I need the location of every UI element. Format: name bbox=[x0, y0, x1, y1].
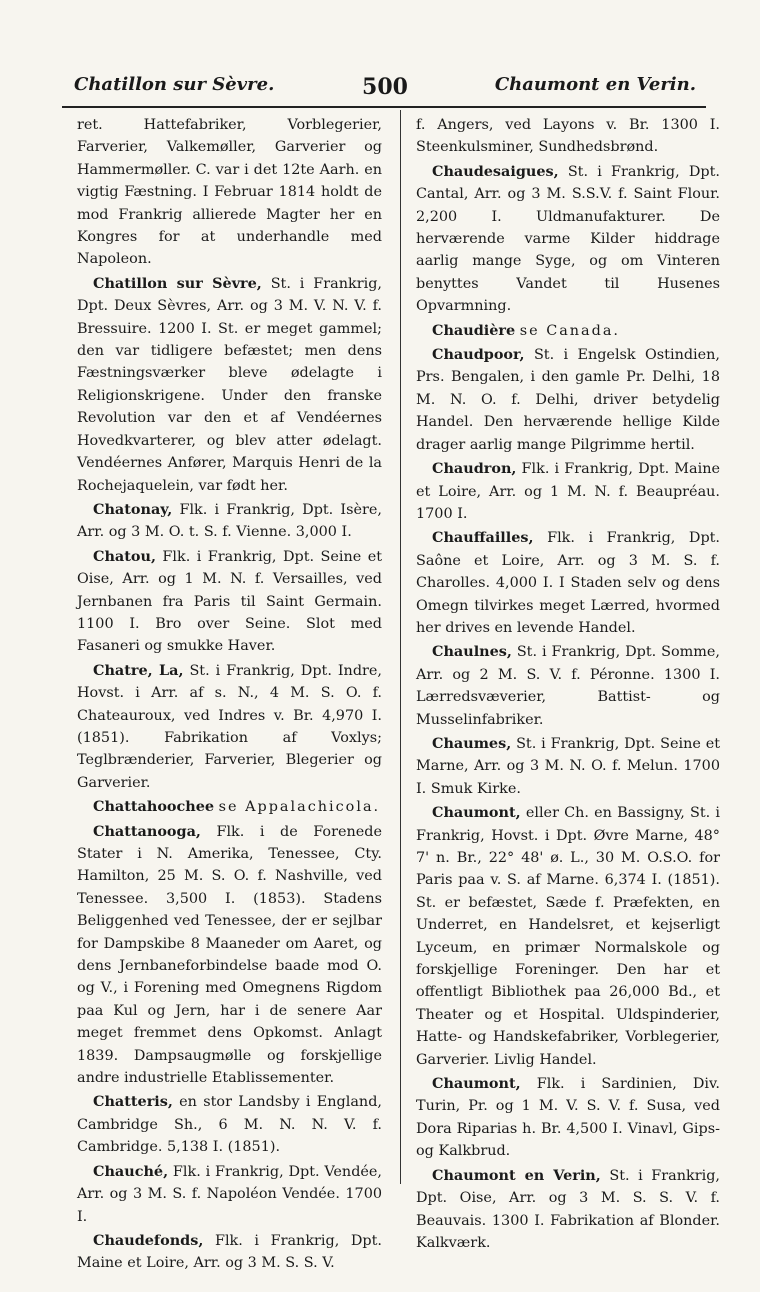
dictionary-entry bbox=[416, 161, 720, 318]
entry-text: Flk. i Frankrig, Dpt. Isère, Arr. og 3 M. O. t. S. f. Vienne. 3,000 I. bbox=[77, 501, 382, 541]
entry-text: St. i Frankrig, Dpt. Somme, Arr. og 2 M. S. V. f. Péronne. 1300 I. Lærredsvæverier, Battist- og Musselinfabriker. bbox=[416, 644, 721, 728]
entry-text: se Canada. bbox=[519, 322, 620, 339]
header-rule bbox=[62, 106, 706, 108]
entry-text: Flk. i Frankrig, Dpt. Maine et Loire, Arr. og 3 M. S. S. V. bbox=[77, 1232, 383, 1272]
entry-text: St. i Frankrig, Dpt. Oise, Arr. og 3 M. S. S. V. f. Beauvais. 1300 I. Fabrikation af Blonder. Kalkværk. bbox=[416, 1167, 720, 1251]
dictionary-entry bbox=[77, 546, 382, 658]
dictionary-entry bbox=[416, 802, 720, 1071]
dictionary-entry bbox=[416, 527, 720, 639]
entry-text: St. i Frankrig, Dpt. Seine et Marne, Arr. og 3 M. N. O. f. Melun. 1700 I. Smuk Kirke. bbox=[416, 735, 721, 797]
entry-text: St. i Frankrig, Dpt. Indre, Hovst. i Arr. af s. N., 4 M. S. O. f. Chateauroux, ved Indres v. Br. 4,970 I. (1851). Fabrikation af Voxlys; Teglbrænderier, Farverier, Blegerier og Garverier. bbox=[77, 662, 382, 791]
entry-headword: Chatillon sur Sèvre, bbox=[93, 274, 262, 292]
entry-text: Flk. i Frankrig, Dpt. Seine et Oise, Arr. og 1 M. N. f. Versailles, ved Jernbanen fra Paris til Saint Germain. 1100 I. Bro over Seine. Slot med Fasaneri og smukke Haver. bbox=[77, 548, 382, 655]
dictionary-entry bbox=[77, 1161, 382, 1228]
dictionary-entry bbox=[416, 320, 720, 342]
entry-headword: Chaudron, bbox=[432, 460, 517, 478]
dictionary-entry bbox=[77, 1230, 382, 1275]
left-column bbox=[77, 114, 382, 1277]
entry-headword: Chaudefonds, bbox=[93, 1231, 204, 1249]
dictionary-entry bbox=[416, 1073, 720, 1163]
entry-headword: Chatteris, bbox=[93, 1093, 173, 1111]
entry-headword: Chaumont, bbox=[432, 804, 521, 822]
entry-headword: Chaulnes, bbox=[432, 643, 512, 661]
dictionary-entry bbox=[416, 344, 720, 456]
entry-text: en stor Landsby i England, Cambridge Sh., 6 M. N. N. V. f. Cambridge. 5,138 I. (1851). bbox=[77, 1094, 382, 1156]
dictionary-entry bbox=[77, 499, 382, 544]
running-header bbox=[74, 74, 696, 104]
entry-headword: Chauché, bbox=[93, 1162, 169, 1180]
entry-headword: Chaudière bbox=[432, 321, 516, 339]
dictionary-entry bbox=[77, 821, 382, 1090]
dictionary-entry bbox=[416, 1165, 720, 1255]
entry-text: Flk. i de Forenede Stater i N. Amerika, Tenessee, Cty. Hamilton, 25 M. S. O. f. Nashville, ved Tenessee. 3,500 I. (1853). Stadens Beliggenhed ved Tenessee, der er sejlbar for Dampskibe 8 Maaneder om Aaret, og dens Jernbaneforbindelse baade mod O. og V., i Forening med Omegnens Rigdom paa Kul og Jern, har i de senere Aar meget fremmet dens Opkomst. Anlagt 1839. Dampsaugmølle og forskjellige andre industrielle Etablissementer. bbox=[77, 823, 382, 1087]
entry-headword: Chaudesaigues, bbox=[432, 162, 559, 180]
entry-text: St. i Frankrig, Dpt. Cantal, Arr. og 3 M. S.S.V. f. Saint Flour. 2,200 I. Uldmanufakturer. De herværende varme Kilder hiddrage aarlig mange Syge, og om Vinteren benyttes Vandet til Husenes Opvarmning. bbox=[416, 163, 721, 315]
page-number: 500 bbox=[362, 74, 408, 100]
header-right-title: Chaumont en Verin. bbox=[494, 74, 696, 95]
entry-headword: Chaumes, bbox=[432, 734, 512, 752]
entry-headword: Chauffailles, bbox=[432, 529, 534, 547]
dictionary-entry bbox=[416, 114, 720, 159]
dictionary-entry bbox=[416, 458, 720, 525]
entry-headword: Chatou, bbox=[93, 547, 156, 565]
entry-headword: Chatre, La, bbox=[93, 661, 184, 679]
entry-text: Flk. i Frankrig, Dpt. Saône et Loire, Arr. og 3 M. S. f. Charolles. 4,000 I. I Staden selv og dens Omegn tilvirkes meget Lærred, hvormed her drives en levende Handel. bbox=[416, 530, 721, 636]
dictionary-entry bbox=[416, 641, 720, 731]
entry-text: Flk. i Frankrig, Dpt. Maine et Loire, Arr. og 1 M. N. f. Beaupréau. 1700 I. bbox=[416, 461, 720, 522]
dictionary-entry bbox=[77, 114, 382, 271]
entry-text: St. i Frankrig, Dpt. Deux Sèvres, Arr. og 3 M. V. N. V. f. Bressuire. 1200 I. St. er meget gammel; den var tidligere befæstet; men dens Fæstningsværker bleve ødelagte i Religionskrigene. Under den franske Revolution var den et af Vendéernes Hovedkvarterer, og blev atter ødelagt. Vendéernes Anfører, Marquis Henri de la Rochejaquelein, var født her. bbox=[77, 275, 382, 494]
column-divider bbox=[400, 110, 401, 1184]
entry-text: f. Angers, ved Layons v. Br. 1300 I. Steenkulsminer, Sundhedsbrønd. bbox=[416, 117, 720, 156]
dictionary-entry bbox=[77, 273, 382, 497]
entry-headword: Chaumont en Verin, bbox=[432, 1166, 601, 1184]
entry-headword: Chaumont, bbox=[432, 1075, 521, 1093]
entry-headword: Chattanooga, bbox=[93, 822, 201, 840]
header-left-title: Chatillon sur Sèvre. bbox=[74, 74, 275, 95]
right-column bbox=[416, 114, 720, 1256]
dictionary-entry bbox=[416, 733, 720, 800]
dictionary-entry bbox=[77, 796, 382, 818]
entry-headword: Chatonay, bbox=[93, 500, 173, 518]
dictionary-entry bbox=[77, 660, 382, 794]
entry-text: ret. Hattefabriker, Vorblegerier, Farverier, Valkemøller, Garverier og Hammermøller. C. var i det 12te Aarh. en vigtig Fæstning. I Februar 1814 holdt de mod Frankrig allierede Magter her en Kongres for at underhandle med Napoleon. bbox=[77, 117, 382, 268]
entry-text: eller Ch. en Bassigny, St. i Frankrig, Hovst. i Dpt. Øvre Marne, 48° 7' n. Br., 22° 48' ø. L., 30 M. O.S.O. for Paris paa v. S. af Marne. 6,374 I. (1851). St. er befæstet, Sæde f. Præfekten, en Underret, en Handelsret, et kejserligt Lyceum, en primær Normalskole og forskjellige Foreninger. Den har et offentligt Bibliothek paa 26,000 Bd., et Theater og et Hospital. Uldspinderier, Hatte- og Handskefabriker, Vorblegerier, Garverier. Livlig Handel. bbox=[416, 805, 721, 1068]
entry-text: Flk. i Frankrig, Dpt. Vendée, Arr. og 3 M. S. f. Napoléon Vendée. 1700 I. bbox=[77, 1163, 383, 1225]
dictionary-entry bbox=[77, 1091, 382, 1158]
entry-text: se Appalachicola. bbox=[218, 799, 381, 816]
entry-headword: Chattahoochee bbox=[93, 798, 215, 816]
entry-text: Flk. i Sardinien, Div. Turin, Pr. og 1 M. V. S. V. f. Susa, ved Dora Riparias h. Br. 4,500 I. Vinavl, Gips- og Kalkbrud. bbox=[416, 1076, 720, 1160]
entry-text: St. i Engelsk Ostindien, Prs. Bengalen, i den gamle Pr. Delhi, 18 M. N. O. f. Delhi, driver betydelig Handel. Den herværende hellige Kilde drager aarlig mange Pilgrimme hertil. bbox=[416, 347, 721, 453]
entry-headword: Chaudpoor, bbox=[432, 346, 525, 364]
